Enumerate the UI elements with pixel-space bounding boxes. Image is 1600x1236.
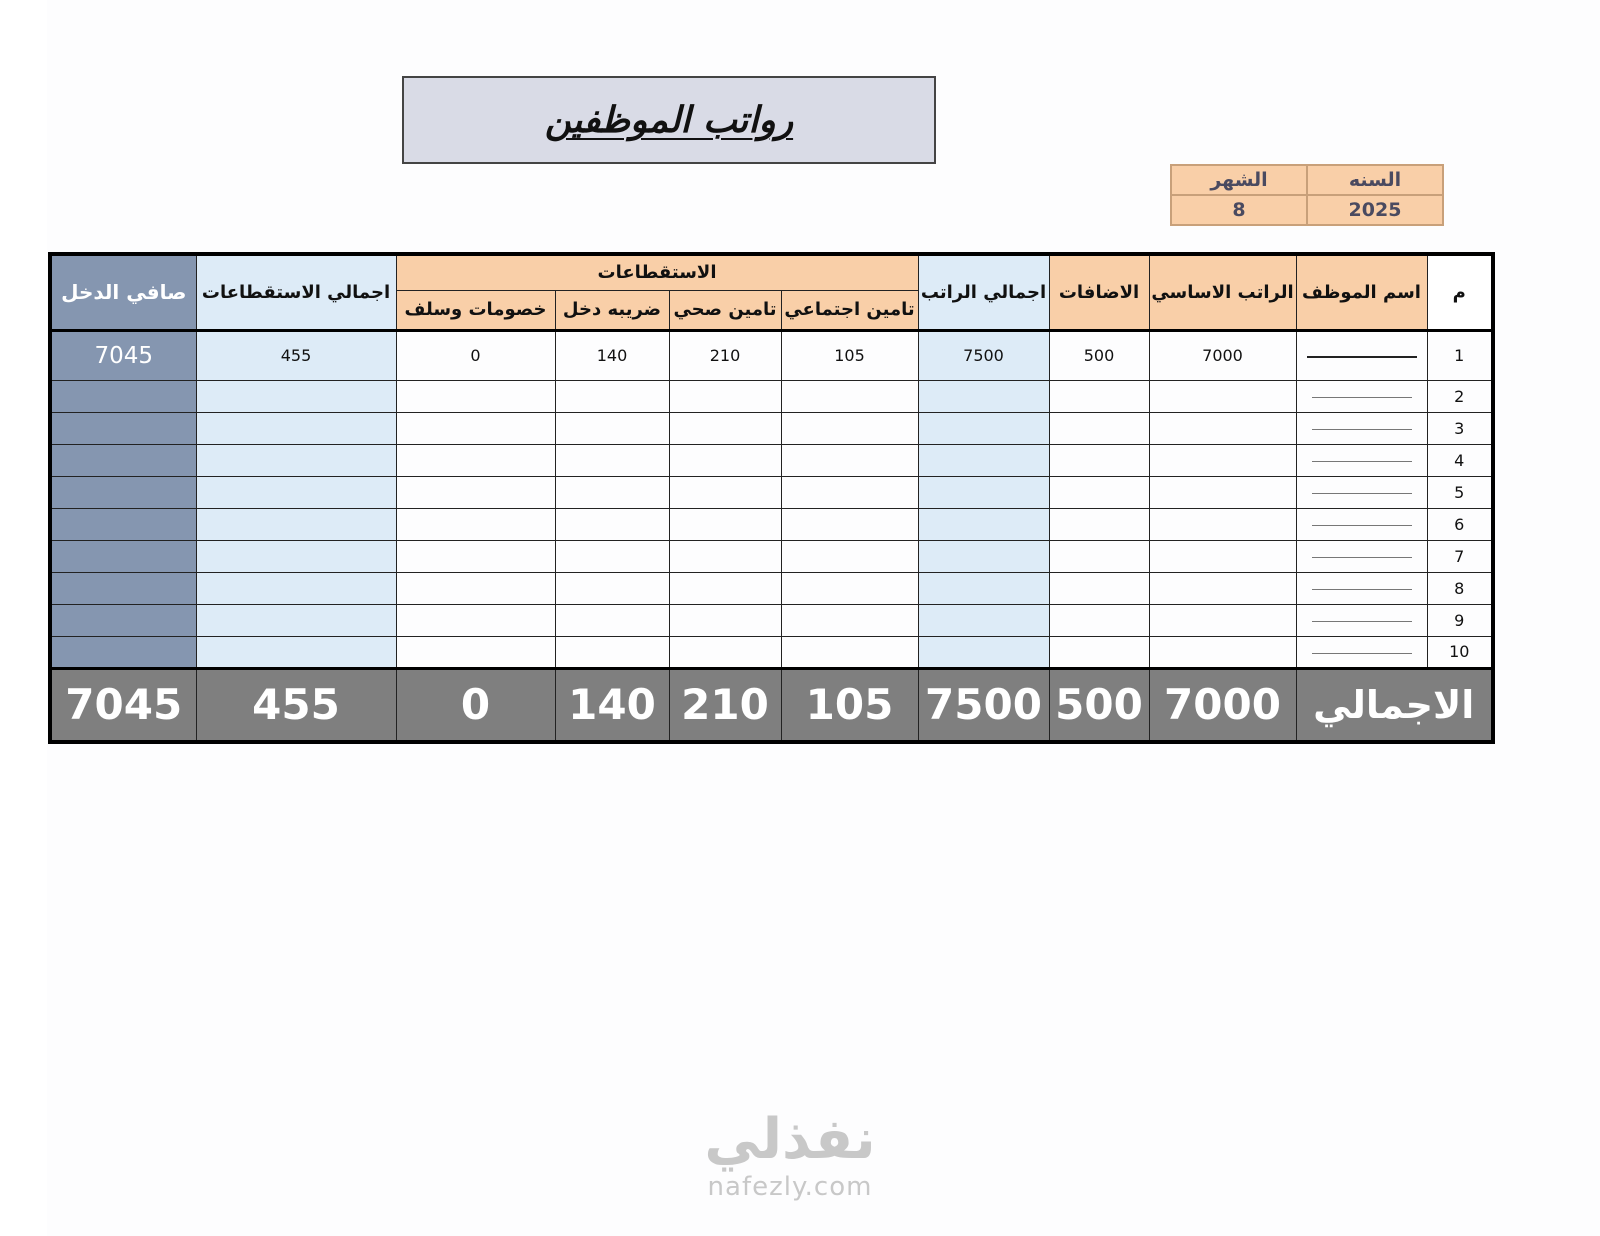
watermark-arabic: نفذلي <box>704 1107 876 1172</box>
tax-cell[interactable] <box>555 540 669 572</box>
gross-cell <box>918 604 1049 636</box>
advances-cell[interactable] <box>396 572 555 604</box>
total-deductions-cell <box>196 572 396 604</box>
header-basic: الراتب الاساسي <box>1149 254 1296 330</box>
gross-cell <box>918 540 1049 572</box>
tax-cell[interactable]: 140 <box>555 330 669 380</box>
total-additions: 500 <box>1049 668 1149 742</box>
gross-cell <box>918 476 1049 508</box>
header-gross: اجمالي الراتب <box>918 254 1049 330</box>
name-blank-line <box>1312 620 1412 622</box>
employee-name-field[interactable] <box>1296 330 1427 380</box>
total-tax: 140 <box>555 668 669 742</box>
gross-cell <box>918 444 1049 476</box>
row-index: 3 <box>1427 412 1493 444</box>
total-deductions-cell <box>196 380 396 412</box>
advances-cell[interactable] <box>396 604 555 636</box>
basic-cell[interactable] <box>1149 508 1296 540</box>
advances-cell[interactable] <box>396 540 555 572</box>
total-deductions-cell <box>196 604 396 636</box>
row-index: 7 <box>1427 540 1493 572</box>
employee-name-field[interactable] <box>1296 412 1427 444</box>
health-cell[interactable] <box>669 636 781 668</box>
table-row <box>50 572 1493 604</box>
net-cell: 7045 <box>50 330 196 380</box>
header-row-1 <box>50 254 1493 290</box>
gross-cell: 7500 <box>918 330 1049 380</box>
net-cell <box>50 412 196 444</box>
tax-cell[interactable] <box>555 476 669 508</box>
total-deductions-cell <box>196 412 396 444</box>
header-health: تامين صحي <box>669 290 781 330</box>
net-cell <box>50 380 196 412</box>
employee-name-field[interactable] <box>1296 540 1427 572</box>
advances-cell[interactable] <box>396 444 555 476</box>
employee-name-field[interactable] <box>1296 380 1427 412</box>
employee-name-field[interactable] <box>1296 508 1427 540</box>
table-row <box>50 412 1493 444</box>
additions-cell[interactable] <box>1049 572 1149 604</box>
row-index: 6 <box>1427 508 1493 540</box>
totals-row <box>50 668 1493 742</box>
net-cell <box>50 540 196 572</box>
header-net: صافي الدخل <box>50 254 196 330</box>
tax-cell[interactable] <box>555 444 669 476</box>
social-cell[interactable] <box>781 412 918 444</box>
header-name: اسم الموظف <box>1296 254 1427 330</box>
total-deductions-cell <box>196 636 396 668</box>
name-blank-line <box>1312 396 1412 398</box>
gross-cell <box>918 380 1049 412</box>
total-deductions-cell <box>196 444 396 476</box>
header-total-deductions: اجمالي الاستقطاعات <box>196 254 396 330</box>
total-net: 7045 <box>50 668 196 742</box>
advances-cell[interactable] <box>396 476 555 508</box>
health-cell[interactable]: 210 <box>669 330 781 380</box>
header-additions: الاضافات <box>1049 254 1149 330</box>
net-cell <box>50 604 196 636</box>
total-health: 210 <box>669 668 781 742</box>
table-row <box>50 380 1493 412</box>
name-blank-line <box>1312 492 1412 494</box>
net-cell <box>50 476 196 508</box>
basic-cell[interactable] <box>1149 476 1296 508</box>
header-deductions-group: الاستقطاعات <box>396 254 918 290</box>
totals-label: الاجمالي <box>1296 668 1493 742</box>
tax-cell[interactable] <box>555 636 669 668</box>
health-cell[interactable] <box>669 540 781 572</box>
name-blank-line <box>1312 524 1412 526</box>
additions-cell[interactable] <box>1049 380 1149 412</box>
table-row <box>50 330 1493 380</box>
total-deductions-sum: 455 <box>196 668 396 742</box>
basic-cell[interactable] <box>1149 636 1296 668</box>
gross-cell <box>918 508 1049 540</box>
additions-cell[interactable] <box>1049 476 1149 508</box>
table-row <box>50 444 1493 476</box>
period-table <box>1170 164 1444 226</box>
health-cell[interactable] <box>669 604 781 636</box>
additions-cell[interactable]: 500 <box>1049 330 1149 380</box>
salary-table <box>48 252 1495 744</box>
advances-cell[interactable] <box>396 412 555 444</box>
basic-cell[interactable] <box>1149 572 1296 604</box>
name-blank-line <box>1307 355 1417 358</box>
tax-cell[interactable] <box>555 572 669 604</box>
basic-cell[interactable]: 7000 <box>1149 330 1296 380</box>
additions-cell[interactable] <box>1049 508 1149 540</box>
employee-name-field[interactable] <box>1296 444 1427 476</box>
additions-cell[interactable] <box>1049 604 1149 636</box>
tax-cell[interactable] <box>555 412 669 444</box>
gross-cell <box>918 636 1049 668</box>
name-blank-line <box>1312 588 1412 590</box>
table-row <box>50 540 1493 572</box>
basic-cell[interactable] <box>1149 444 1296 476</box>
net-cell <box>50 444 196 476</box>
social-cell[interactable] <box>781 508 918 540</box>
total-deductions-cell <box>196 540 396 572</box>
additions-cell[interactable] <box>1049 540 1149 572</box>
social-cell[interactable] <box>781 476 918 508</box>
year-label: السنه <box>1307 165 1443 195</box>
social-cell[interactable] <box>781 604 918 636</box>
table-row <box>50 604 1493 636</box>
net-cell <box>50 636 196 668</box>
health-cell[interactable] <box>669 508 781 540</box>
tax-cell[interactable] <box>555 380 669 412</box>
month-value[interactable]: 8 <box>1171 195 1307 225</box>
header-social: تامين اجتماعي <box>781 290 918 330</box>
net-cell <box>50 508 196 540</box>
basic-cell[interactable] <box>1149 604 1296 636</box>
social-cell[interactable] <box>781 636 918 668</box>
page-title: رواتب الموظفين <box>544 99 794 141</box>
total-deductions-cell <box>196 508 396 540</box>
social-cell[interactable]: 105 <box>781 330 918 380</box>
table-row <box>50 476 1493 508</box>
table-row <box>50 636 1493 668</box>
employee-name-field[interactable] <box>1296 604 1427 636</box>
row-index: 5 <box>1427 476 1493 508</box>
header-index: م <box>1427 254 1493 330</box>
row-index: 10 <box>1427 636 1493 668</box>
row-index: 1 <box>1427 330 1493 380</box>
row-index: 9 <box>1427 604 1493 636</box>
employee-name-field[interactable] <box>1296 636 1427 668</box>
advances-cell[interactable] <box>396 380 555 412</box>
row-index: 4 <box>1427 444 1493 476</box>
row-index: 8 <box>1427 572 1493 604</box>
additions-cell[interactable] <box>1049 636 1149 668</box>
gross-cell <box>918 412 1049 444</box>
basic-cell[interactable] <box>1149 412 1296 444</box>
health-cell[interactable] <box>669 380 781 412</box>
tax-cell[interactable] <box>555 508 669 540</box>
employee-name-field[interactable] <box>1296 476 1427 508</box>
health-cell[interactable] <box>669 476 781 508</box>
total-social: 105 <box>781 668 918 742</box>
social-cell[interactable] <box>781 444 918 476</box>
table-row <box>50 508 1493 540</box>
total-deductions-cell: 455 <box>196 330 396 380</box>
advances-cell[interactable] <box>396 508 555 540</box>
total-basic: 7000 <box>1149 668 1296 742</box>
name-blank-line <box>1312 556 1412 558</box>
total-gross: 7500 <box>918 668 1049 742</box>
total-deductions-cell <box>196 476 396 508</box>
social-cell[interactable] <box>781 572 918 604</box>
gross-cell <box>918 572 1049 604</box>
social-cell[interactable] <box>781 540 918 572</box>
name-blank-line <box>1312 652 1412 654</box>
health-cell[interactable] <box>669 412 781 444</box>
month-label: الشهر <box>1171 165 1307 195</box>
basic-cell[interactable] <box>1149 380 1296 412</box>
social-cell[interactable] <box>781 380 918 412</box>
health-cell[interactable] <box>669 572 781 604</box>
basic-cell[interactable] <box>1149 540 1296 572</box>
health-cell[interactable] <box>669 444 781 476</box>
additions-cell[interactable] <box>1049 412 1149 444</box>
advances-cell[interactable] <box>396 636 555 668</box>
row-index: 2 <box>1427 380 1493 412</box>
title-box <box>402 76 936 164</box>
additions-cell[interactable] <box>1049 444 1149 476</box>
tax-cell[interactable] <box>555 604 669 636</box>
net-cell <box>50 572 196 604</box>
total-advances: 0 <box>396 668 555 742</box>
advances-cell[interactable]: 0 <box>396 330 555 380</box>
header-tax: ضريبه دخل <box>555 290 669 330</box>
name-blank-line <box>1312 460 1412 462</box>
watermark-latin: nafezly.com <box>707 1172 873 1202</box>
name-blank-line <box>1312 428 1412 430</box>
watermark <box>690 1108 890 1202</box>
year-value[interactable]: 2025 <box>1307 195 1443 225</box>
header-advances: خصومات وسلف <box>396 290 555 330</box>
employee-name-field[interactable] <box>1296 572 1427 604</box>
